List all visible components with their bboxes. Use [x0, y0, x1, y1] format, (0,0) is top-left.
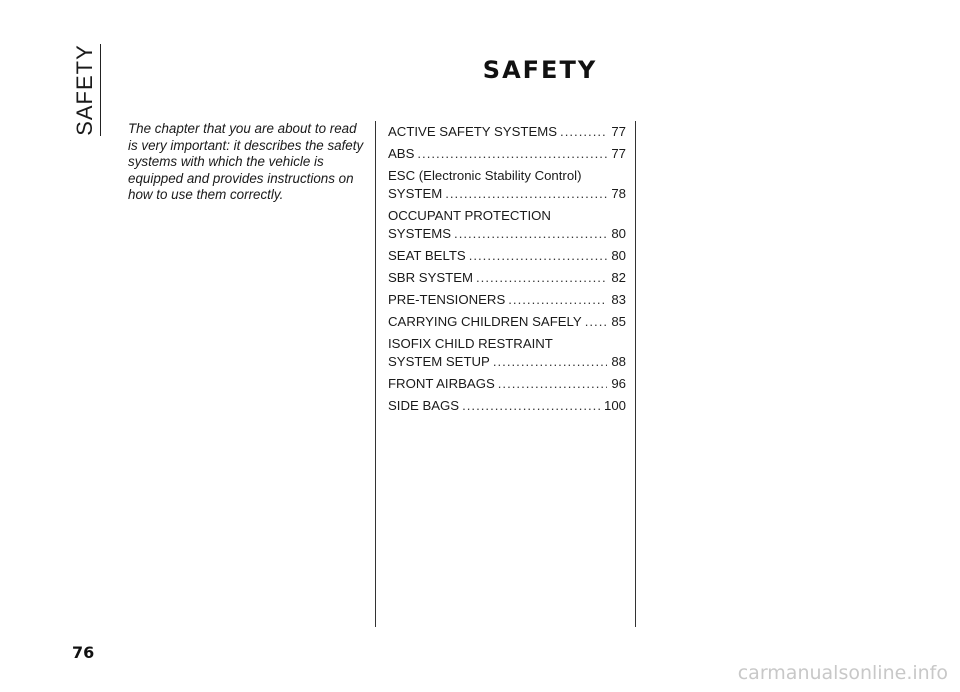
- toc-item-page: 82: [611, 270, 626, 285]
- page-number: 76: [72, 643, 95, 662]
- toc-leader-dots: [560, 123, 607, 141]
- toc-leader-dots: [454, 225, 607, 243]
- toc-item-label: ABS: [388, 146, 415, 161]
- watermark: carmanualsonline.info: [737, 662, 948, 684]
- toc-item-page: 77: [611, 146, 626, 161]
- toc-leader-dots: [445, 185, 607, 203]
- table-of-contents: [388, 123, 626, 419]
- toc-leader-dots: [462, 397, 600, 415]
- toc-item-label: SEAT BELTS: [388, 248, 466, 263]
- side-tab-label: SAFETY: [72, 44, 97, 136]
- toc-item-label: SYSTEM SETUP: [388, 354, 490, 369]
- toc-item-seat-belts[interactable]: [388, 247, 626, 265]
- toc-item-page: 78: [611, 186, 626, 201]
- toc-item-occupant-protection-systems[interactable]: [388, 207, 626, 243]
- toc-item-page: 88: [611, 354, 626, 369]
- toc-item-label: FRONT AIRBAGS: [388, 376, 495, 391]
- toc-leader-dots: [585, 313, 608, 331]
- toc-item-label: SBR SYSTEM: [388, 270, 474, 285]
- toc-item-page: 83: [611, 292, 626, 307]
- column-divider-right: [635, 121, 636, 627]
- toc-item-esc-system[interactable]: [388, 167, 626, 203]
- toc-leader-dots: [493, 353, 607, 371]
- toc-item-heading-line: OCCUPANT PROTECTION: [388, 208, 551, 223]
- toc-item-front-airbags[interactable]: [388, 375, 626, 393]
- toc-item-abs[interactable]: [388, 145, 626, 163]
- chapter-title: SAFETY: [482, 56, 598, 84]
- toc-item-heading-line: ESC (Electronic Stability Control): [388, 168, 582, 183]
- toc-item-page: 80: [611, 248, 626, 263]
- toc-item-label: SYSTEMS: [388, 226, 452, 241]
- toc-item-page: 80: [611, 226, 626, 241]
- toc-item-label: SIDE BAGS: [388, 398, 460, 413]
- toc-item-page: 96: [611, 376, 626, 391]
- side-tab-rule: [100, 44, 101, 136]
- toc-item-isofix-system-setup[interactable]: [388, 335, 626, 371]
- toc-item-page: 100: [603, 398, 626, 413]
- chapter-intro: The chapter that you are about to read is very important: it describes the safety systems with which the vehicle is equipped and provides instructions on how to use them correctly.: [128, 121, 364, 203]
- toc-item-active-safety-systems[interactable]: [388, 123, 626, 141]
- toc-item-label: PRE-TENSIONERS: [388, 292, 506, 307]
- toc-item-page: 85: [611, 314, 626, 329]
- column-divider-left: [375, 121, 376, 627]
- toc-item-side-bags[interactable]: [388, 397, 626, 415]
- toc-item-sbr-system[interactable]: [388, 269, 626, 287]
- toc-item-label: ACTIVE SAFETY SYSTEMS: [388, 124, 558, 139]
- toc-item-label: SYSTEM: [388, 186, 443, 201]
- toc-item-heading-line: ISOFIX CHILD RESTRAINT: [388, 336, 553, 351]
- toc-leader-dots: [498, 375, 608, 393]
- toc-leader-dots: [417, 145, 607, 163]
- toc-item-pre-tensioners[interactable]: [388, 291, 626, 309]
- toc-item-page: 77: [611, 124, 626, 139]
- toc-leader-dots: [469, 247, 608, 265]
- toc-item-carrying-children-safely[interactable]: [388, 313, 626, 331]
- toc-item-label: CARRYING CHILDREN SAFELY: [388, 314, 582, 329]
- side-tab: [72, 44, 102, 136]
- toc-leader-dots: [476, 269, 607, 287]
- toc-leader-dots: [508, 291, 607, 309]
